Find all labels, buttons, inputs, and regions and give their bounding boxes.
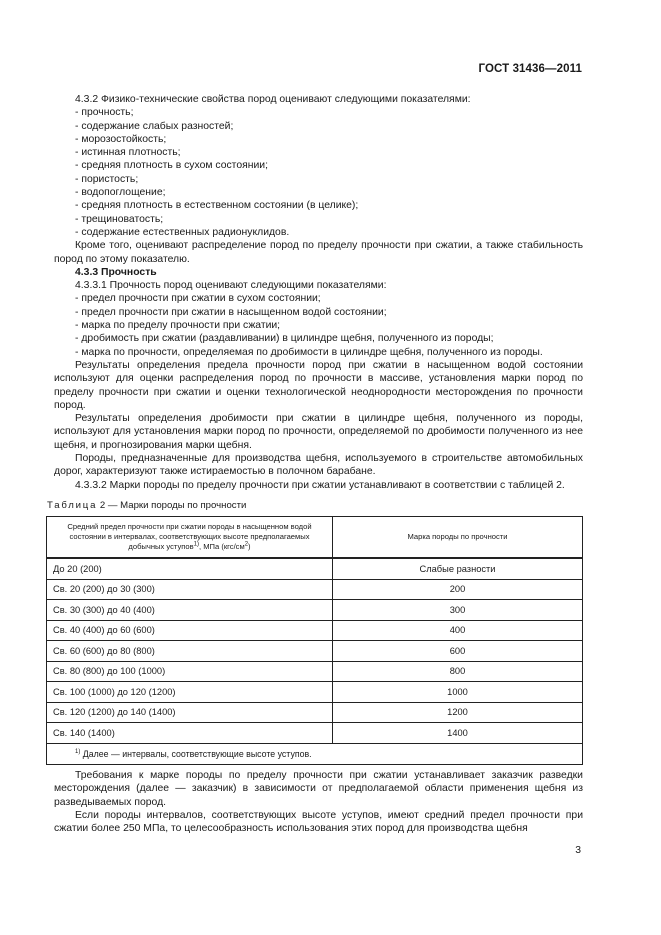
para-over-250: Если породы интервалов, соответствующих высоте уступов, имеют средний предел прочности при сжатии более 250 МПа, то целесообразность использования этих пород для производства щебня [54, 809, 583, 835]
para-results-strength: Результаты определения предела прочности пород при сжатии в насыщенном водой состоянии используют для оценки распределения пород по прочности в массиве, установления марки пород по пределу прочности при сжатии и оценки технологической неоднородности месторождения по прочности пород. [54, 359, 583, 411]
column-header-strength-range: Средний предел прочности при сжатии породы в насыщенном водой состоянии в интервалах, соответствующих высоте предполагаемых добычных уступов$^{1)}$, МПа $(кгс/см^2)$ [47, 517, 333, 559]
list-item: - марка по прочности, определяемая по дробимости в цилиндре щебня, полученного из породы. [75, 346, 543, 358]
list-item: - пористость; [75, 173, 139, 185]
cell-grade: 800 [333, 661, 583, 682]
cell-range: Св. 20 (200) до 30 (300) [47, 579, 333, 600]
strength-grades-table [46, 516, 583, 765]
list-item: - марка по пределу прочности при сжатии; [75, 320, 281, 332]
table-row [47, 641, 583, 662]
para-4-3-2: 4.3.2 Физико-технические свойства пород оценивают следующими показателями: [75, 94, 471, 105]
cell-range: Св. 140 (1400) [47, 723, 333, 744]
list-item: - предел прочности при сжатии в насыщенном водой состоянии; [75, 306, 387, 318]
list-item: - средняя плотность в сухом состоянии; [75, 160, 268, 172]
table-row [47, 620, 583, 641]
para-4-3-3-2: 4.3.3.2 Марки породы по пределу прочности при сжатии устанавливают в соответствии с таблицей 2. [75, 479, 565, 491]
page-number: 3 [575, 845, 581, 856]
cell-range: Св. 30 (300) до 40 (400) [47, 600, 333, 621]
table-row [47, 723, 583, 744]
list-item: - предел прочности при сжатии в сухом состоянии; [75, 293, 321, 305]
heading-4-3-3: 4.3.3 Прочность [75, 266, 157, 278]
cell-grade: 300 [333, 600, 583, 621]
cell-grade: 1400 [333, 723, 583, 744]
table-row [47, 702, 583, 723]
table-footnote-row [47, 743, 583, 764]
table-caption-word: Таблица [47, 500, 98, 511]
cell-grade: 1000 [333, 682, 583, 703]
cell-grade: 400 [333, 620, 583, 641]
list-item: - водопоглощение; [75, 187, 166, 199]
column-header-grade: Марка породы по прочности [333, 517, 583, 559]
table-row [47, 558, 583, 579]
table-header-row [47, 517, 583, 559]
list-item: - истинная плотность; [75, 147, 181, 159]
table-row [47, 661, 583, 682]
cell-range: Св. 100 (1000) до 120 (1200) [47, 682, 333, 703]
list-item: - содержание слабых разностей; [75, 120, 234, 132]
cell-range: Св. 60 (600) до 80 (800) [47, 641, 333, 662]
para-results-crushing: Результаты определения дробимости при сжатии в цилиндре щебня, полученного из породы, используют для установления марки пород по прочности, определяемой по дробимости полученного из нее щебня, и прогнозирования марки щебня. [54, 413, 583, 451]
table-row [47, 579, 583, 600]
table-row [47, 682, 583, 703]
cell-range: Св. 120 (1200) до 140 (1400) [47, 702, 333, 723]
list-item: - морозостойкость; [75, 133, 167, 145]
body-text-bottom [54, 769, 583, 835]
cell-range: Св. 40 (400) до 60 (600) [47, 620, 333, 641]
para-4-3-3-1: 4.3.3.1 Прочность пород оценивают следующими показателями: [75, 280, 387, 292]
cell-grade: Слабые разности [333, 558, 583, 579]
list-item: - средняя плотность в естественном состоянии (в целике); [75, 200, 359, 212]
table-footnote: $^{1)}$ Далее — интервалы, соответствующие высоте уступов. [47, 743, 583, 764]
para-requirements: Требования к марке породы по пределу прочности при сжатии устанавливает заказчик разведки месторождения (далее — заказчик) в зависимости от предполагаемой области применения щебня из разведываемых пород. [54, 770, 583, 808]
cell-range: До 20 (200) [47, 558, 333, 579]
table-row [47, 600, 583, 621]
list-item: - содержание естественных радионуклидов. [75, 226, 290, 238]
list-item: - дробимость при сжатии (раздавливании) в цилиндре щебня, полученного из породы; [75, 333, 494, 345]
para-roads: Породы, предназначенные для производства щебня, используемого в строительстве автомобильных дорог, характеризуют также истираемостью в полочном барабане. [54, 453, 583, 478]
cell-range: Св. 80 (800) до 100 (1000) [47, 661, 333, 682]
cell-grade: 600 [333, 641, 583, 662]
table-caption [47, 500, 246, 511]
para-kroме: Кроме того, оценивают распределение пород по пределу прочности при сжатии, а также стабильность пород по этому показателю. [54, 240, 583, 265]
table-caption-title: 2 — Марки породы по прочности [99, 500, 247, 511]
list-4-3-3-1 [54, 292, 583, 358]
list-item: - трещиноватость; [75, 213, 164, 225]
list-4-3-2 [54, 106, 583, 239]
cell-grade: 200 [333, 579, 583, 600]
document-code: ГОСТ 31436—2011 [478, 63, 582, 75]
cell-grade: 1200 [333, 702, 583, 723]
footnote-ref: 1) [193, 541, 199, 548]
list-item: - прочность; [75, 107, 134, 119]
body-text-top [54, 93, 583, 492]
